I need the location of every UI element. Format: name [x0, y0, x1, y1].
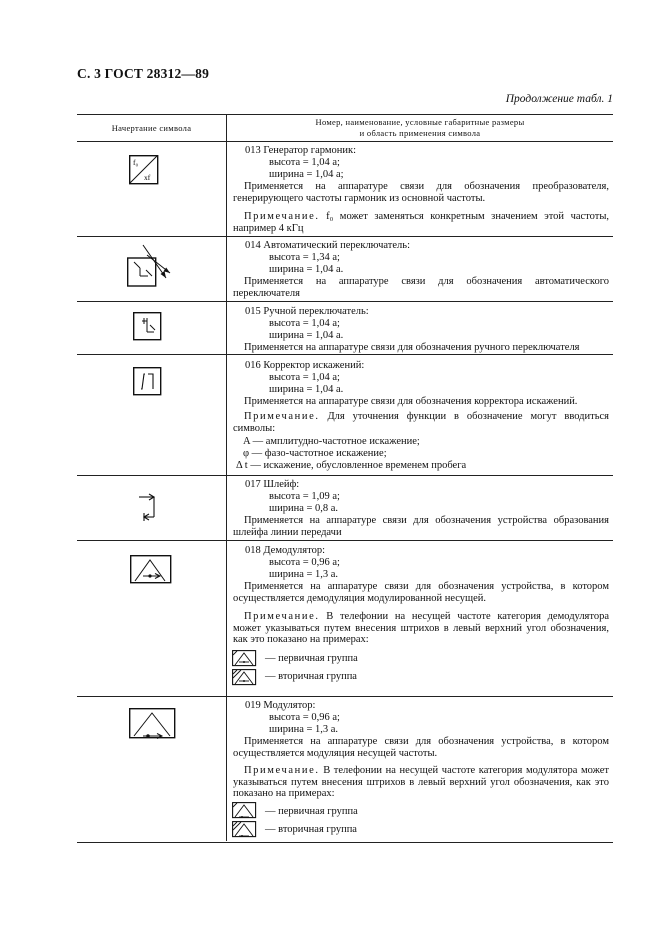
- manual-switch-symbol: [133, 312, 167, 346]
- page-header: С. 3 ГОСТ 28312—89: [77, 66, 210, 81]
- demodulator-symbol: [130, 555, 180, 589]
- note-text: Для уточнения функции в обозначение могут вводиться символы:: [233, 411, 609, 434]
- entry-title: 016 Корректор искажений:: [245, 360, 365, 371]
- entry-width: ширина = 1,04 a.: [269, 264, 344, 275]
- demodulator-secondary-group-example: [232, 669, 262, 689]
- entry-use: Применяется на аппаратуре связи для обозначения устройства образования шлейфа линии передачи: [233, 515, 609, 538]
- entry-height: высота = 1,04 a;: [269, 157, 340, 168]
- column-header-line: Номер, наименование, условные габаритные размеры: [315, 117, 525, 127]
- note-label: Примечание.: [244, 765, 320, 776]
- entry-height: высота = 1,34 a;: [269, 252, 340, 263]
- primary-group-label: — первичная группа: [265, 806, 358, 817]
- primary-group-label: — первичная группа: [265, 653, 358, 664]
- row-rule: [77, 540, 613, 541]
- modulator-primary-group-example: [232, 802, 262, 822]
- column-header-description: [227, 114, 613, 141]
- entry-title: 018 Демодулятор:: [245, 545, 325, 556]
- note-option: φ — фазо-частотное искажение;: [243, 448, 387, 459]
- note-text: f₀ может заменяться конкретным значением этой частоты, например 4 кГц: [233, 211, 609, 234]
- row-rule: [77, 354, 613, 355]
- entry-title: 015 Ручной переключатель:: [245, 306, 369, 317]
- header-rule: [77, 141, 613, 142]
- column-header-line: и область применения символа: [359, 127, 481, 138]
- note-label: Примечание.: [244, 411, 320, 422]
- column-header-symbol: Начертание символа: [111, 122, 192, 133]
- harmonic-generator-symbol: [129, 155, 169, 195]
- entry-height: высота = 0,96 a;: [269, 712, 340, 723]
- note-text: В телефонии на несущей частоте категория модулятора может указываться путем внесения штрихов в левый верхний угол обозначения, как это показано на примерах:: [233, 765, 610, 799]
- entry-height: высота = 1,09 a;: [269, 491, 340, 502]
- modulator-symbol: [129, 708, 181, 744]
- entry-width: ширина = 1,3 a.: [269, 569, 339, 580]
- entry-use: Применяется на аппаратуре связи для обозначения корректора искажений.: [244, 396, 578, 407]
- note-label: Примечание.: [244, 211, 320, 222]
- note-label: Примечание.: [244, 611, 320, 622]
- entry-use: Применяется на аппаратуре связи для обозначения преобразователя, генерирующего частоты гармоник из основной частоты.: [233, 181, 609, 204]
- symbol-f0-text: f₀: [133, 158, 139, 167]
- entry-title: 014 Автоматический переключатель:: [245, 240, 410, 251]
- row-rule: [77, 696, 613, 697]
- entry-note: [233, 211, 609, 234]
- entry-use: Применяется на аппаратуре связи для обозначения устройства, в котором осуществляется демодуляция модулированной несущей.: [233, 581, 609, 604]
- entry-width: ширина = 1,04 a.: [269, 384, 344, 395]
- entry-note: [233, 611, 609, 646]
- distortion-corrector-symbol: [133, 367, 167, 401]
- loop-symbol: [137, 489, 167, 529]
- entry-note: [233, 411, 609, 434]
- entry-note: [233, 765, 609, 800]
- automatic-switch-symbol: [124, 243, 184, 293]
- row-rule: [77, 301, 613, 302]
- entry-height: высота = 1,04 a;: [269, 372, 340, 383]
- row-rule: [77, 475, 613, 476]
- entry-title: 017 Шлейф:: [245, 479, 300, 490]
- entry-width: ширина = 1,3 a.: [269, 724, 339, 735]
- column-divider: [226, 114, 227, 841]
- note-option: Δ t — искажение, обусловленное временем пробега: [236, 460, 467, 471]
- entry-title: 013 Генератор гармоник:: [245, 145, 357, 156]
- entry-use: Применяется на аппаратуре связи для обозначения ручного переключателя: [244, 342, 580, 353]
- entry-use: Применяется на аппаратуре связи для обозначения автоматического переключателя: [233, 276, 609, 299]
- entry-use: Применяется на аппаратуре связи для обозначения устройства, в котором осуществляется модуляция несущей частоты.: [233, 736, 609, 759]
- secondary-group-label: — вторичная группа: [265, 671, 357, 682]
- entry-width: ширина = 1,04 a;: [269, 169, 344, 180]
- table-continuation-label: Продолжение табл. 1: [505, 93, 613, 105]
- symbol-xf-text: xf: [144, 173, 151, 182]
- modulator-secondary-group-example: [232, 821, 262, 841]
- entry-width: ширина = 1,04 a.: [269, 330, 344, 341]
- entry-height: высота = 0,96 a;: [269, 557, 340, 568]
- entry-width: ширина = 0,8 a.: [269, 503, 339, 514]
- entry-height: высота = 1,04 a;: [269, 318, 340, 329]
- demodulator-primary-group-example: [232, 650, 262, 670]
- note-text: В телефонии на несущей частоте категория демодулятора может указываться путем внесения штрихов в левый верхний угол обозначения, как это показано на примерах:: [233, 611, 609, 645]
- note-option: A — амплитудно-частотное искажение;: [243, 436, 420, 447]
- row-rule: [77, 236, 613, 237]
- secondary-group-label: — вторичная группа: [265, 824, 357, 835]
- entry-title: 019 Модулятор:: [245, 700, 316, 711]
